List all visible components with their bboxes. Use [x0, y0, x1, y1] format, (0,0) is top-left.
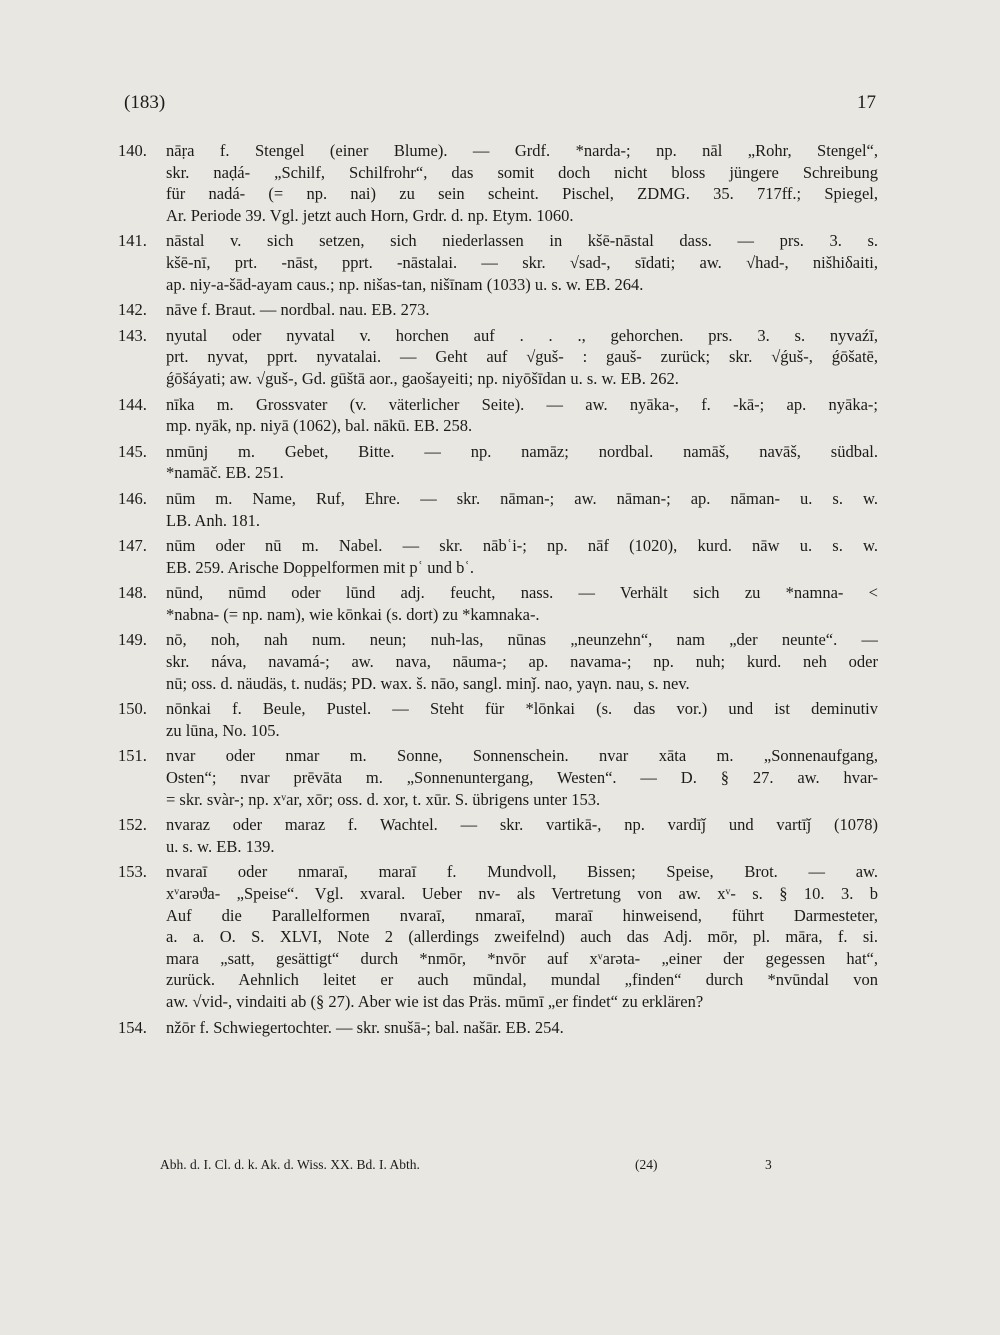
- glossary-entry: [118, 140, 878, 226]
- glossary-entry: [118, 698, 878, 741]
- glossary-entry: [118, 394, 878, 437]
- entry-text-line: prt. nyvat, pprt. nyvatalai. — Geht auf √guš- : gauš- zurück; skr. √ǵuš-, ǵōšatē,: [166, 347, 878, 367]
- glossary-entry: [118, 861, 878, 1012]
- entry-text-line: EB. 259. Arische Doppelformen mit pʿ und bʿ.: [166, 557, 474, 577]
- entry-text-line: kšē-nī, prt. -nāst, pprt. -nāstalai. — skr. √sad-, sīdati; aw. √had-, nišhiδaiti,: [166, 252, 878, 272]
- entry-number: 143.: [118, 325, 147, 345]
- entry-text-line: skr. náva, navamá-; aw. nava, nāuma-; ap. navama-; np. nuh; kurd. neh oder: [166, 652, 878, 672]
- entry-number: 141.: [118, 231, 147, 251]
- glossary-entry: [118, 814, 878, 857]
- entry-text-line: Ar. Periode 39. Vgl. jetzt auch Horn, Grdr. d. np. Etym. 1060.: [166, 205, 574, 225]
- glossary-entry: [118, 582, 878, 625]
- glossary-entry: [118, 535, 878, 578]
- glossary-entry: [118, 325, 878, 390]
- glossary-entry: [118, 230, 878, 295]
- entry-number: 154.: [118, 1017, 147, 1037]
- entry-text-line: mara „satt, gesättigt“ durch *nmōr, *nvōr auf xᵛarəta- „einer der gegessen hat“,: [166, 948, 878, 968]
- entry-text-line: nūm m. Name, Ruf, Ehre. — skr. nāman-; aw. nāman-; ap. nāman- u. s. w.: [166, 488, 878, 508]
- entry-text-line: nīka m. Grossvater (v. väterlicher Seite). — aw. nyāka-, f. -kā-; ap. nyāka-;: [166, 394, 878, 414]
- entry-text-line: Osten“; nvar prēvāta m. „Sonnenuntergang, Westen“. — D. § 27. aw. hvar-: [166, 768, 878, 788]
- entry-text-line: *namāč. EB. 251.: [166, 463, 284, 483]
- entry-number: 142.: [118, 300, 147, 320]
- glossary-entry: [118, 441, 878, 484]
- entry-text-line: für nadá- (= np. nai) zu sein scheint. Pischel, ZDMG. 35. 717ff.; Spiegel,: [166, 184, 878, 204]
- glossary-entry: [118, 745, 878, 810]
- entry-text-line: nāstal v. sich setzen, sich niederlassen in kšē-nāstal dass. — prs. 3. s.: [166, 231, 878, 251]
- page-header: [124, 92, 876, 118]
- entry-number: 152.: [118, 815, 147, 835]
- entry-number: 144.: [118, 394, 147, 414]
- entry-text-line: ǵōšáyati; aw. √guš-, Gd. gūštā aor., gaošayeiti; np. niyōšīdan u. s. w. EB. 262.: [166, 368, 679, 388]
- entry-number: 153.: [118, 862, 147, 882]
- entry-number: 151.: [118, 746, 147, 766]
- entry-text-line: nūm oder nū m. Nabel. — skr. nābʿi-; np. nāf (1020), kurd. nāw u. s. w.: [166, 536, 878, 556]
- entry-text-line: nūnd, nūmd oder lūnd adj. feucht, nass. — Verhält sich zu *namna- <: [166, 583, 878, 603]
- entry-text-line: aw. √vid-, vindaiti ab (§ 27). Aber wie ist das Präs. mūmī „er findet“ zu erklären?: [166, 991, 704, 1011]
- entry-text-line: nmūnj m. Gebet, Bitte. — np. namāz; nordbal. namāš, navāš, südbal.: [166, 441, 878, 461]
- entry-text-line: nō, noh, nah num. neun; nuh-las, nūnas „neunzehn“, nam „der neunte“. —: [166, 630, 878, 650]
- glossary-entry: [118, 488, 878, 531]
- entry-text-line: Auf die Parallelformen nvaraī, nmaraī, maraī hinweisend, führt Darmesteter,: [166, 905, 878, 925]
- page-footer: [160, 1157, 780, 1177]
- entry-text-line: nyutal oder nyvatal v. horchen auf . . ., gehorchen. prs. 3. s. nyvaźī,: [166, 325, 878, 345]
- entry-text-line: *nabna- (= np. nam), wie kōnkai (s. dort) zu *kamnaka-.: [166, 604, 540, 624]
- entry-text-line: nāve f. Braut. — nordbal. nau. EB. 273.: [166, 300, 430, 320]
- entry-text-line: nū; oss. d. näudäs, t. nudäs; PD. wax. š. nāo, sangl. minǰ. nao, yaγn. nau, s. nev.: [166, 673, 690, 693]
- entry-number: 150.: [118, 699, 147, 719]
- entry-text-line: nōnkai f. Beule, Pustel. — Steht für *lōnkai (s. das vor.) und ist deminutiv: [166, 699, 878, 719]
- entry-number: 146.: [118, 488, 147, 508]
- entry-number: 148.: [118, 583, 147, 603]
- entry-text-line: nvar oder nmar m. Sonne, Sonnenschein. nvar xāta m. „Sonnenaufgang,: [166, 746, 878, 766]
- entry-number: 147.: [118, 536, 147, 556]
- footer-signature: 3: [765, 1157, 772, 1172]
- entry-text-line: zurück. Aehnlich leitet er auch mūndal, mundal „finden“ durch *nvūndal von: [166, 970, 878, 990]
- footer-sheet-number: (24): [635, 1157, 658, 1172]
- entry-text-line: a. a. O. S. XLVI, Note 2 (allerdings zweifelnd) auch das Adj. mōr, pl. māra, f. si.: [166, 927, 878, 947]
- entry-text-line: nāṛa f. Stengel (einer Blume). — Grdf. *narda-; np. nāl „Rohr, Stengel“,: [166, 141, 878, 160]
- entry-number: 140.: [118, 141, 147, 160]
- page-number: 17: [857, 92, 876, 113]
- entry-text-line: u. s. w. EB. 139.: [166, 836, 275, 856]
- entry-text-line: nžōr f. Schwiegertochter. — skr. snušā-; bal. našār. EB. 254.: [166, 1017, 564, 1037]
- glossary-entry: [118, 629, 878, 694]
- entry-text-line: skr. naḍá- „Schilf, Schilfrohr“, das somit doch nicht bloss jüngere Schreibung: [166, 162, 878, 182]
- entry-text-line: nvaraz oder maraz f. Wachtel. — skr. vartikā-, np. vardīǰ und vartīǰ (1078): [166, 815, 878, 835]
- entry-text-line: xᵛarəϑa- „Speise“. Vgl. xvaral. Ueber nv- als Vertretung von aw. xᵛ- s. § 10. 3. b: [166, 884, 878, 903]
- entry-text-line: LB. Anh. 181.: [166, 510, 260, 530]
- glossary-entries: [118, 140, 878, 1042]
- entry-number: 145.: [118, 441, 147, 461]
- footer-publication: Abh. d. I. Cl. d. k. Ak. d. Wiss. XX. Bd. I. Abth.: [160, 1157, 420, 1172]
- header-page-ref: (183): [124, 92, 166, 113]
- entry-text-line: nvaraī oder nmaraī, maraī f. Mundvoll, Bissen; Speise, Brot. — aw.: [166, 862, 878, 882]
- entry-number: 149.: [118, 630, 147, 650]
- entry-text-line: zu lūna, No. 105.: [166, 720, 280, 740]
- glossary-entry: [118, 299, 878, 321]
- entry-text-line: mp. nyāk, np. niyā (1062), bal. nākū. EB. 258.: [166, 416, 473, 436]
- entry-text-line: ap. niy-a-šād-ayam caus.; np. nišas-tan, nišīnam (1033) u. s. w. EB. 264.: [166, 274, 644, 294]
- entry-text-line: = skr. svàr-; np. xᵛar, xōr; oss. d. xor, t. xūr. S. übrigens unter 153.: [166, 789, 601, 809]
- glossary-entry: [118, 1017, 878, 1039]
